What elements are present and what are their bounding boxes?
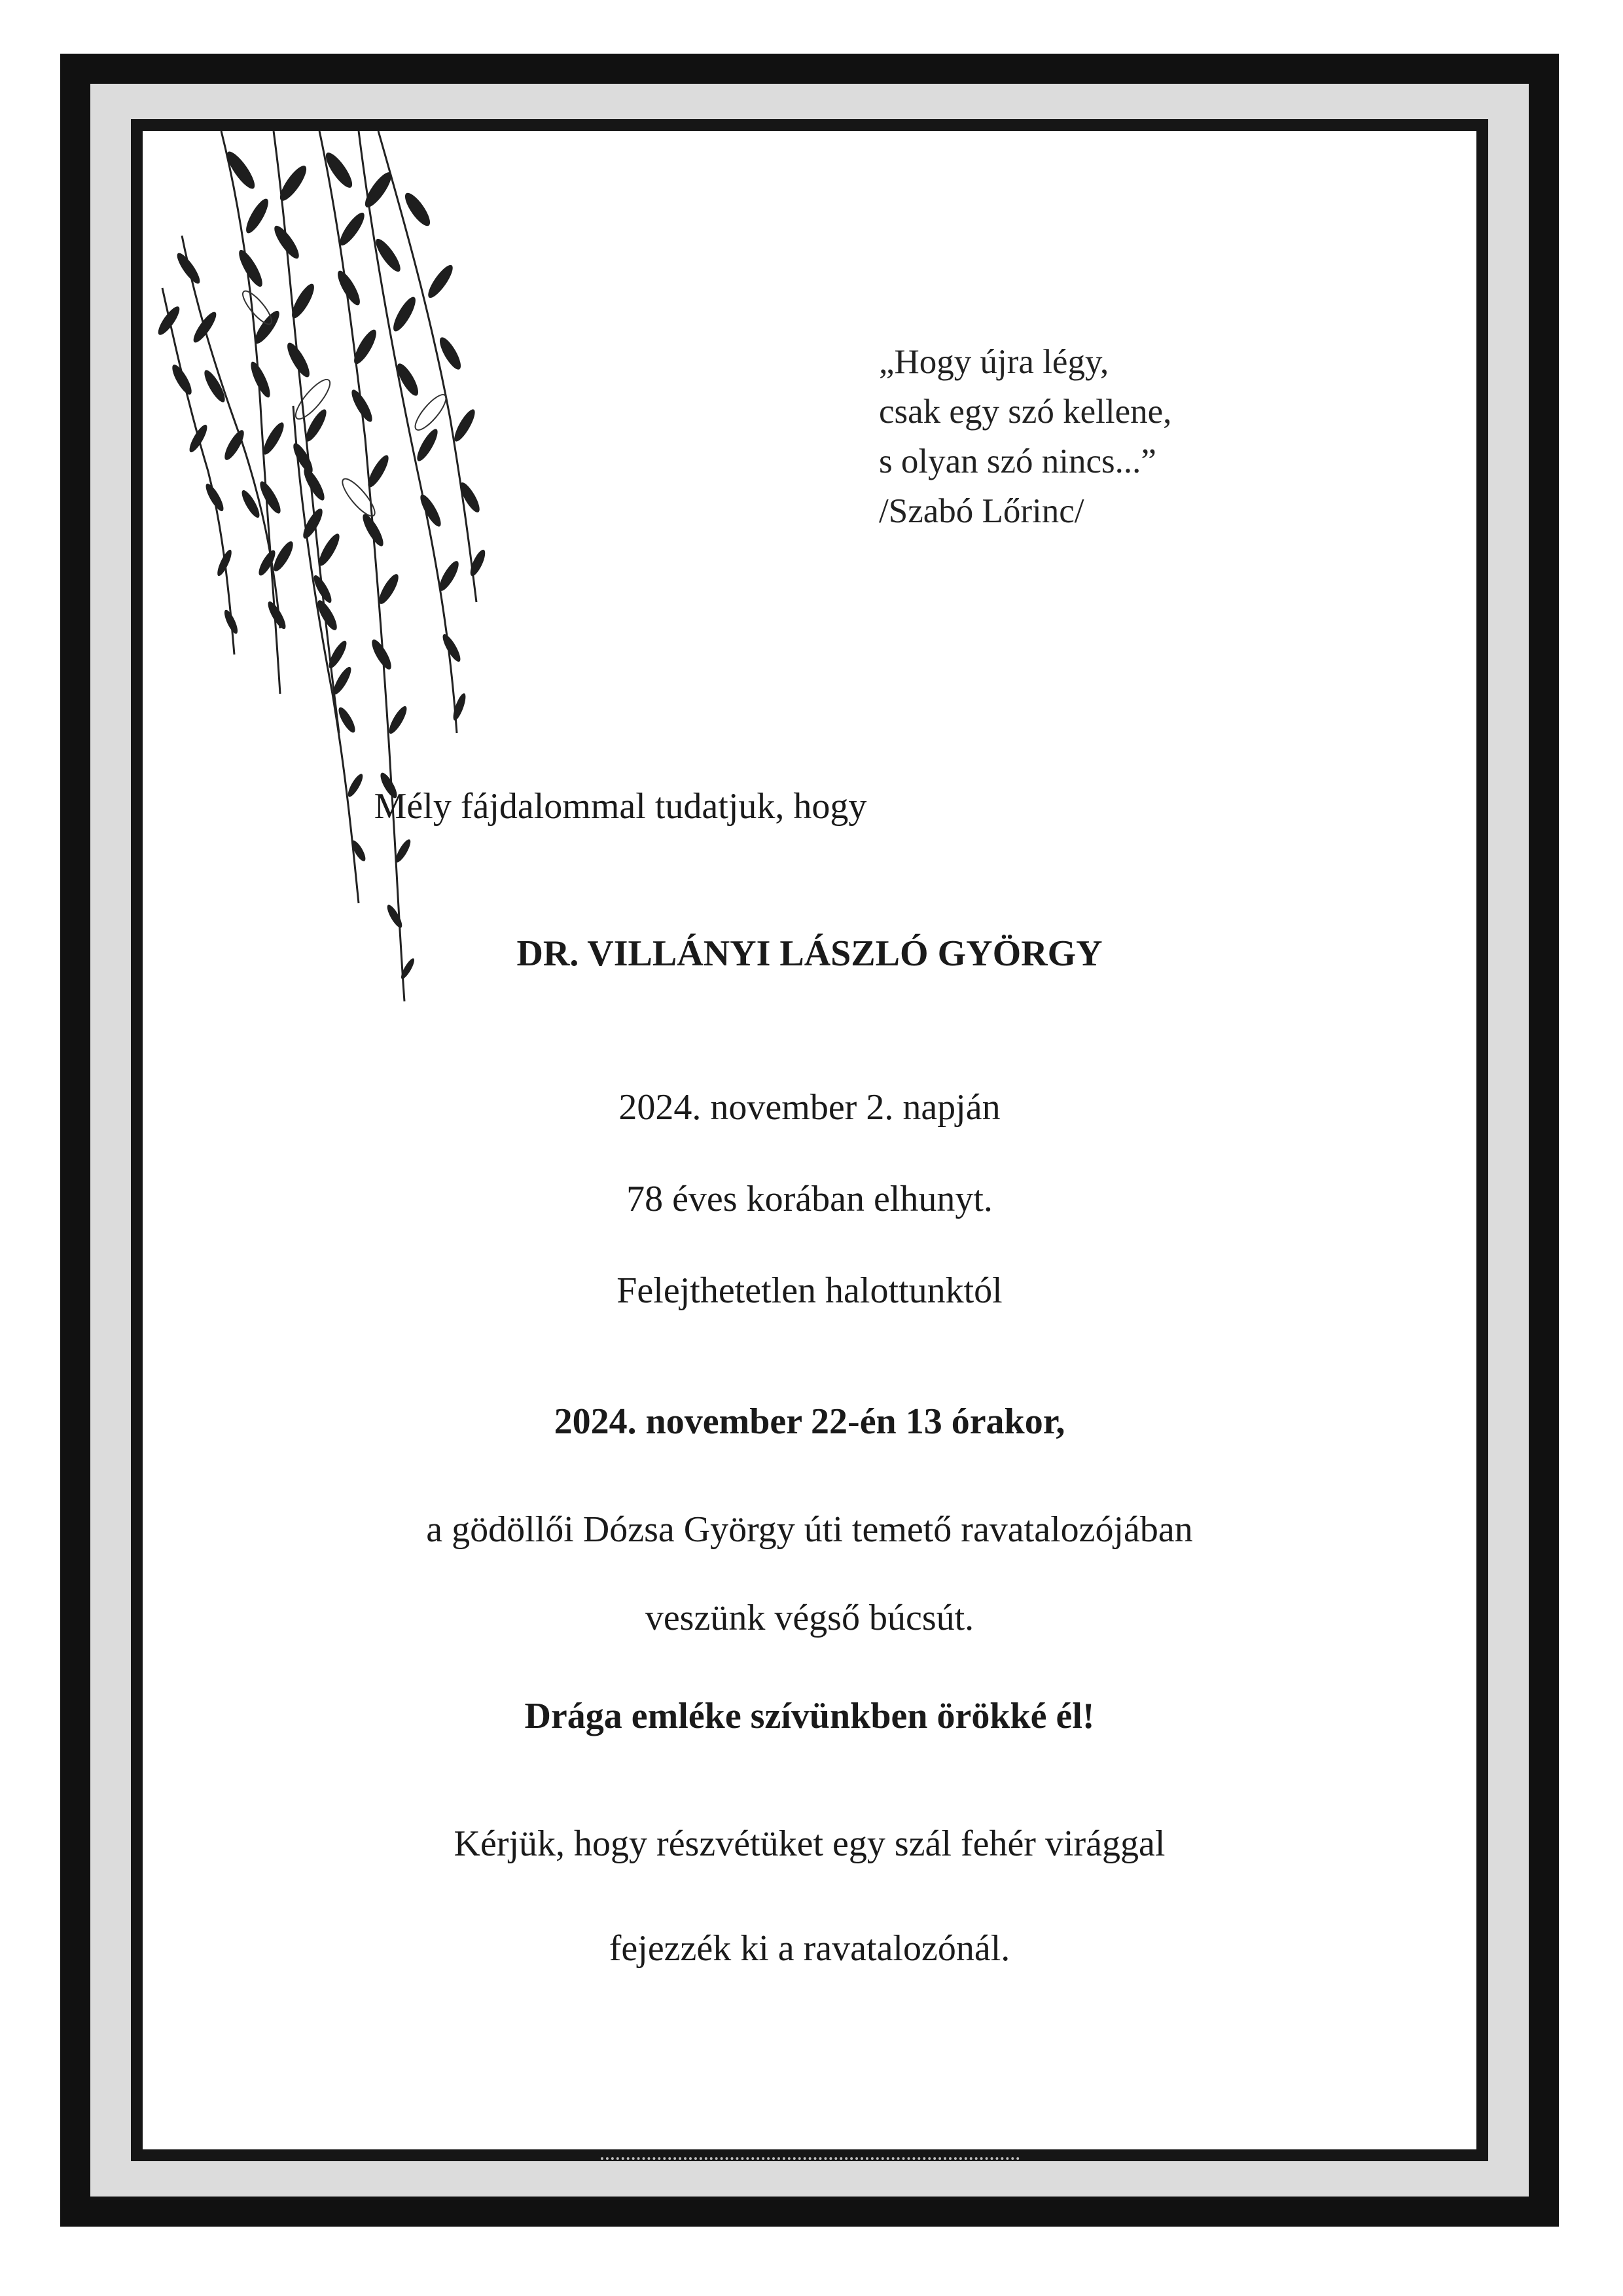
quote-author: /Szabó Lőrinc/ <box>879 492 1084 530</box>
quote-line: s olyan szó nincs...” <box>879 442 1156 480</box>
death-date: 2024. november 2. napján <box>618 1087 1001 1128</box>
request-line-2: fejezzék ki a ravatalozónál. <box>609 1928 1010 1969</box>
intro-text: Mély fájdalommal tudatjuk, hogy <box>374 786 867 827</box>
willow-branches-illustration <box>143 131 548 1034</box>
funeral-place: a gödöllői Dózsa György úti temető ravatalozójában <box>426 1509 1193 1550</box>
quote-line: „Hogy újra légy, <box>879 343 1109 381</box>
funeral-time: 2024. november 22-én 13 órakor, <box>554 1401 1065 1442</box>
farewell-from-text: Felejthetetlen halottunktól <box>616 1270 1003 1311</box>
poem-quote <box>879 337 1171 536</box>
farewell-text: veszünk végső búcsút. <box>645 1598 974 1638</box>
faint-dotted-mark <box>601 2157 1020 2166</box>
request-line-1: Kérjük, hogy részvétüket egy szál fehér virággal <box>454 1823 1166 1864</box>
age-text: 78 éves korában elhunyt. <box>626 1179 993 1219</box>
deceased-name: DR. VILLÁNYI LÁSZLÓ GYÖRGY <box>516 933 1103 974</box>
memory-text: Drága emléke szívünkben örökké él! <box>524 1696 1095 1736</box>
obituary-card <box>143 131 1476 2149</box>
quote-line: csak egy szó kellene, <box>879 393 1172 431</box>
